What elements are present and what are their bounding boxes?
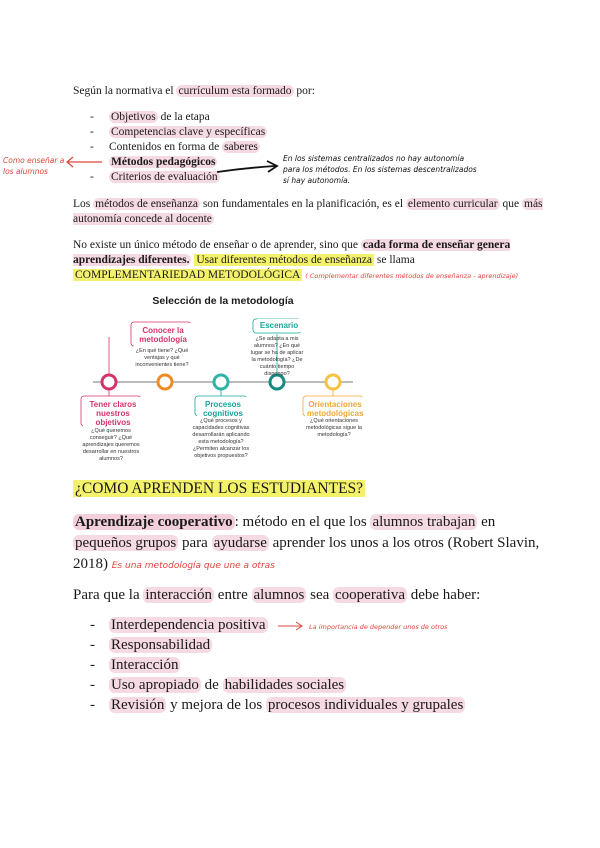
intro-line: Según la normativa el currículum esta formado por: xyxy=(73,85,315,97)
paragraph-complementarity: No existe un único método de enseñar o de aprender, sino que cada forma de enseñar genera aprendizajes diferentes. Usar diferentes métodos de enseñanza se llama COMPLEMENTARIEDAD METODOLÓGICA ( Complementar diferentes métodos de enseñanza - aprendizaje) xyxy=(73,239,519,281)
handwritten-note: ( Complementar diferentes métodos de enseñanza - aprendizaje) xyxy=(305,272,519,280)
node-desc-escenario: ¿Se adapta a mis alumnos? ¿En qué lugar se ha de aplicar la metodología? ¿De cuánto tiempo dispongo? xyxy=(250,336,304,377)
paragraph-methods: Los métodos de enseñanza son fundamentales en la planificación, es el elemento curricular que más autonomía concede al docente xyxy=(73,198,543,225)
methodology-diagram xyxy=(73,292,373,462)
cooperative-list xyxy=(90,615,560,715)
circle-node-3 xyxy=(214,375,228,389)
circle-node-1 xyxy=(102,375,116,389)
list-item: - Revisión y mejora de los procesos individuales y grupales xyxy=(90,695,560,715)
highlight: currículum esta formado xyxy=(178,85,292,97)
list-item: - Métodos pedagógicos xyxy=(90,155,330,170)
node-label-escenario: Escenario xyxy=(255,319,303,332)
arrow-right-icon xyxy=(277,621,305,631)
node-desc-orientaciones: ¿Qué orientaciones metodológicas sigue la metodología? xyxy=(306,418,362,438)
node-desc-conocer: ¿En qué tiene? ¿Qué ventajas y qué inconvenientes tiene? xyxy=(135,348,189,368)
handwritten-note: La importancia de depender unos de otros xyxy=(309,623,448,631)
list-item: - Uso apropiado de habilidades sociales xyxy=(90,675,560,695)
circle-node-5 xyxy=(326,375,340,389)
node-label-procesos: Procesos cognitivos xyxy=(197,397,249,421)
list-item: - Responsabilidad xyxy=(90,635,560,655)
list-item: - Interdependencia positiva La importancia de depender unos de otros xyxy=(90,615,560,635)
diagram-title: Selección de la metodología xyxy=(152,295,294,307)
node-label-orientaciones: Orientaciones metodológicas xyxy=(305,397,365,421)
circle-node-2 xyxy=(158,375,172,389)
node-desc-procesos: ¿Qué procesos y capacidades cognitivas desarrollarán aplicando esta metodología? ¿Permiten alcanzar los objetivos propuestos? xyxy=(192,418,250,459)
handwritten-note-left: Como enseñar a los alumnos xyxy=(3,156,65,176)
node-label-conocer: Conocer la metodología xyxy=(133,323,193,347)
list-item: - Criterios de evaluación xyxy=(90,170,330,185)
section-heading: ¿COMO APRENDEN LOS ESTUDIANTES? xyxy=(75,480,364,497)
node-desc-objetivos: ¿Qué queremos conseguir? ¿Qué aprendizajes queremos desarrollar en nuestros alumnos? xyxy=(82,428,140,462)
definition-paragraph: Aprendizaje cooperativo : método en el que los alumnos trabajan en pequeños grupos para ayudarse aprender los unos a los otros (Robert Slavin, 2018) Es una metodología que une a otras xyxy=(73,514,540,572)
arrow-left-icon xyxy=(62,154,104,168)
list-item: - Objetivos de la etapa xyxy=(90,110,330,125)
interaction-paragraph: Para que la interacción entre alumnos sea cooperativa debe haber: xyxy=(73,587,481,603)
list-item: - Contenidos en forma de saberes xyxy=(90,140,330,155)
node-label-objetivos: Tener claros nuestros objetivos xyxy=(83,397,143,430)
arrow-right-icon xyxy=(215,160,281,180)
list-item: - Competencias clave y específicas xyxy=(90,125,330,140)
handwritten-note-right: En los sistemas centralizados no hay autonomía para los métodos. En los sistemas descentralizados sí hay autonomía. xyxy=(283,154,477,185)
list-item: - Interacción xyxy=(90,655,560,675)
handwritten-note: Es una metodología que une a otras xyxy=(111,561,275,571)
